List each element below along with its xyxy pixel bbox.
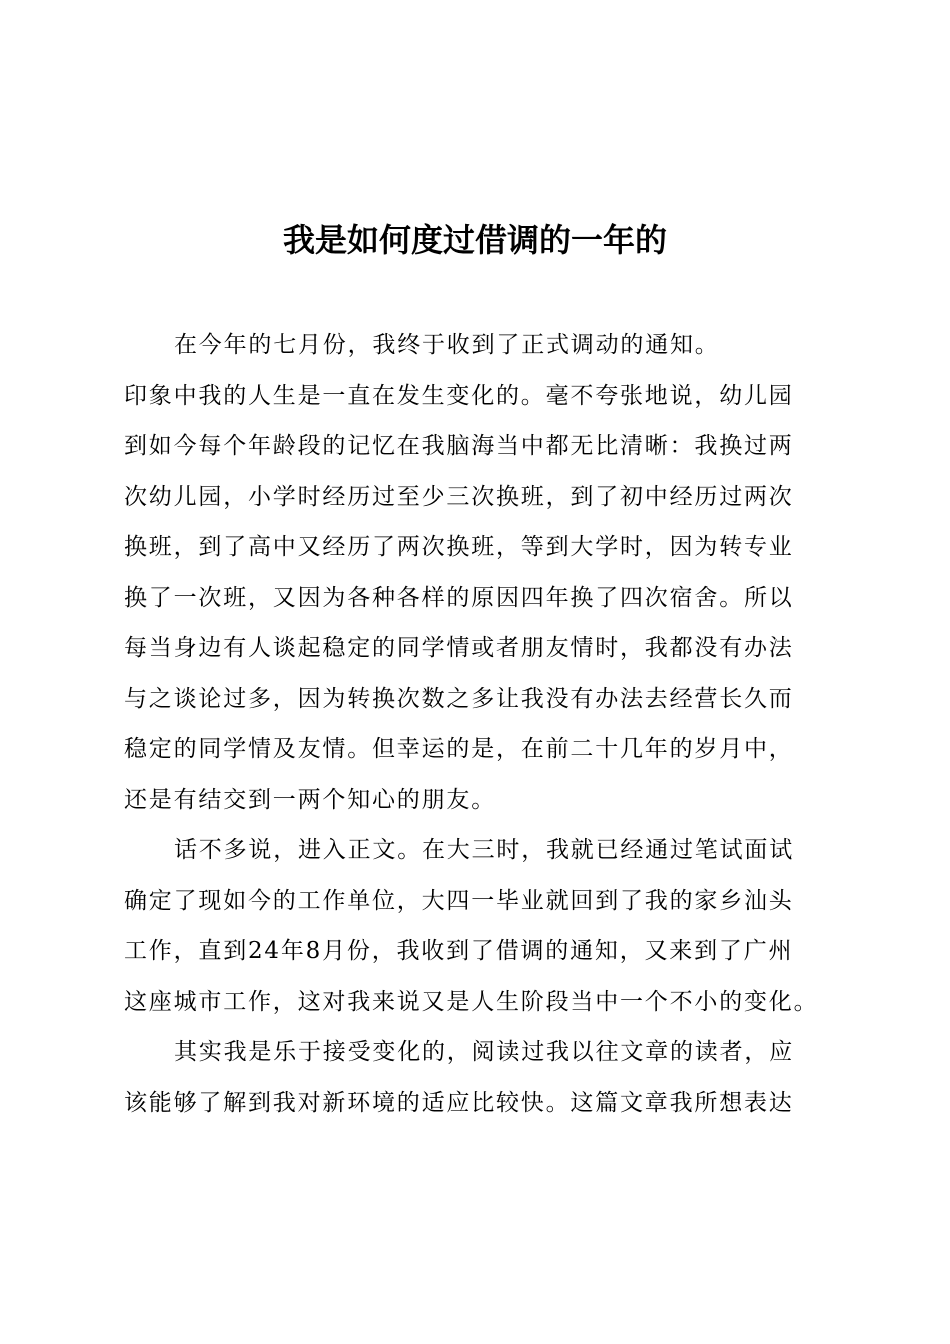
text-line: 工作，直到24年8月份，我收到了借调的通知，又来到了广州 xyxy=(124,938,794,964)
text-line: 还是有结交到一两个知心的朋友。 xyxy=(124,786,496,813)
document-title: 我是如何度过借调的一年的 xyxy=(282,221,667,259)
text-line: 其实我是乐于接受变化的，阅读过我以往文章的读者，应 xyxy=(174,1039,794,1065)
text-line: 印象中我的人生是一直在发生变化的。毫不夸张地说，幼儿园 xyxy=(124,382,794,409)
text-line: 换班，到了高中又经历了两次换班，等到大学时，因为转专业 xyxy=(124,534,794,560)
text-line: 确定了现如今的工作单位，大四一毕业就回到了我的家乡汕头 xyxy=(124,887,794,914)
paragraph-3 xyxy=(124,825,824,1027)
text-line: 与之谈论过多，因为转换次数之多让我没有办法去经营长久而 xyxy=(124,685,794,712)
text-line: 在今年的七月份，我终于收到了正式调动的通知。 xyxy=(174,332,720,358)
text-line: 换了一次班，又因为各种各样的原因四年换了四次宿舍。所以 xyxy=(124,584,794,611)
paragraph-1 xyxy=(124,320,824,371)
text-line: 该能够了解到我对新环境的适应比较快。这篇文章我所想表达 xyxy=(124,1089,794,1116)
text-line: 次幼儿园，小学时经历过至少三次换班，到了初中经历过两次 xyxy=(124,483,794,510)
document-body xyxy=(124,320,824,1128)
paragraph-4 xyxy=(124,1027,824,1128)
text-line: 这座城市工作，这对我来说又是人生阶段当中一个不小的变化。 xyxy=(124,988,819,1015)
text-line: 话不多说，进入正文。在大三时，我就已经通过笔试面试 xyxy=(174,837,794,863)
text-line: 每当身边有人谈起稳定的同学情或者朋友情时，我都没有办法 xyxy=(124,635,794,661)
text-line: 到如今每个年龄段的记忆在我脑海当中都无比清晰：我换过两 xyxy=(124,433,794,459)
paragraph-2 xyxy=(124,371,824,826)
text-line: 稳定的同学情及友情。但幸运的是，在前二十几年的岁月中， xyxy=(124,736,794,762)
